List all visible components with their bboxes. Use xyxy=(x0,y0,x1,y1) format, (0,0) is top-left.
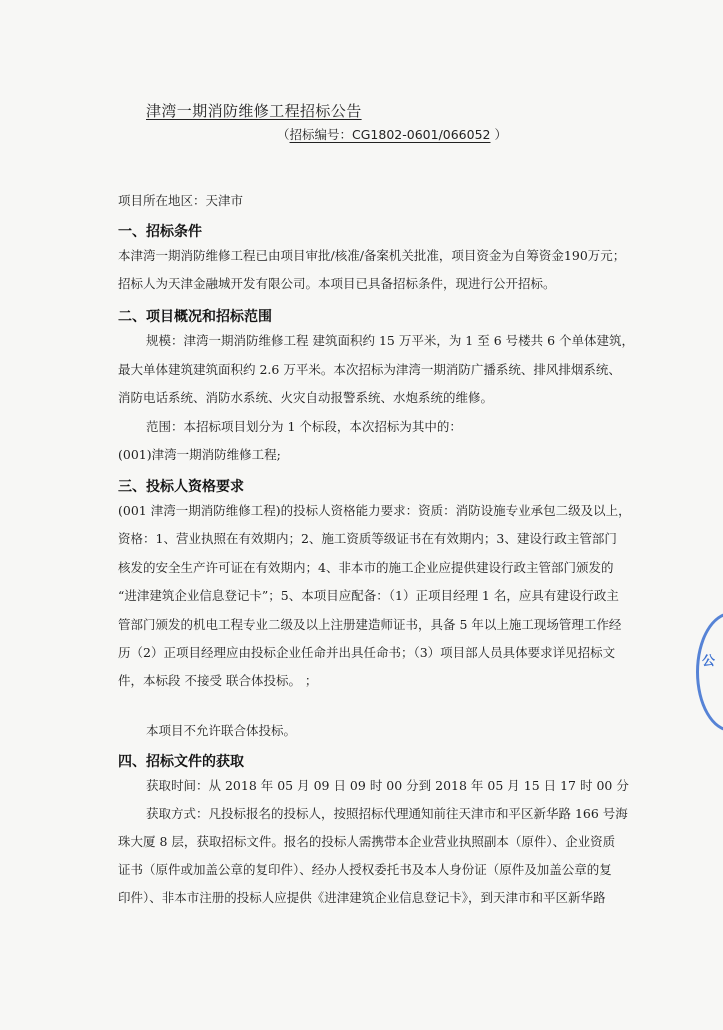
paragraph-line: 消防电话系统、消防水系统、火灾自动报警系统、水炮系统的维修。 xyxy=(118,390,494,405)
paragraph-line: 历（2）正项目经理应由投标企业任命并出具任命书；（3）项目部人员具体要求详见招标文 xyxy=(118,645,616,660)
paragraph-line: 规模：津湾一期消防维修工程 建筑面积约 15 万平米，为 1 至 6 号楼共 6 个单体建筑， xyxy=(146,333,635,348)
paragraph-line: 印件）、非本市注册的投标人应提供《进津建筑企业信息登记卡》，到天津市和平区新华路 xyxy=(118,890,606,905)
paragraph-line: 珠大厦 8 层，获取招标文件。报名的投标人需携带本企业营业执照副本（原件）、企业资质 xyxy=(118,834,616,849)
tender-number xyxy=(277,125,507,143)
paragraph-line: 核发的安全生产许可证在有效期内；4、非本市的施工企业应提供建设行政主管部门颁发的 xyxy=(118,560,614,575)
section-heading-1: 一、招标条件 xyxy=(118,224,202,240)
paragraph-line: 获取方式：凡投标报名的投标人，按照招标代理通知前往天津市和平区新华路 166 号海 xyxy=(146,806,628,821)
location-line: 项目所在地区：天津市 xyxy=(118,193,244,208)
paragraph-line: 件，本标段 不接受 联合体投标。 ； xyxy=(118,673,318,688)
paragraph-line: (001 津湾一期消防维修工程)的投标人资格能力要求：资质：消防设施专业承包二级及以上， xyxy=(118,503,631,518)
paragraph-line: 本津湾一期消防维修工程已由项目审批/核准/备案机关批准，项目资金为自筹资金190万元； xyxy=(118,248,626,263)
paragraph-line: “进津建筑企业信息登记卡”；5、本项目应配备：（1）正项目经理 1 名，应具有建设行政主 xyxy=(118,588,619,603)
paragraph-line: (001)津湾一期消防维修工程; xyxy=(118,447,281,462)
section-heading-4: 四、招标文件的获取 xyxy=(118,754,244,770)
official-seal-stamp xyxy=(696,612,723,732)
paragraph-line: 招标人为天津金融城开发有限公司。本项目已具备招标条件，现进行公开招标。 xyxy=(118,276,556,291)
document-title: 津湾一期消防维修工程招标公告 xyxy=(146,102,362,120)
tender-code: 招标编号：CG1802-0601/066052 xyxy=(289,127,491,142)
paragraph-line: 资格：1、营业执照在有效期内；2、施工资质等级证书在有效期内；3、建设行政主管部门 xyxy=(118,531,617,546)
section-heading-3: 三、投标人资格要求 xyxy=(118,479,244,495)
subtitle-open-paren: （ xyxy=(277,127,290,142)
section-heading-2: 二、项目概况和招标范围 xyxy=(118,309,272,325)
seal-stamp-text: 公 xyxy=(702,654,716,669)
paragraph-line: 最大单体建筑建筑面积约 2.6 万平米。本次招标为津湾一期消防广播系统、排风排烟系统、 xyxy=(118,362,621,377)
paragraph-line: 范围：本招标项目划分为 1 个标段，本次招标为其中的： xyxy=(146,419,462,434)
paragraph-line: 获取时间：从 2018 年 05 月 09 日 09 时 00 分到 2018 年 05 月 15 日 17 时 00 分 xyxy=(146,778,629,793)
paragraph-line: 证书（原件或加盖公章的复印件）、经办人授权委托书及本人身份证（原件及加盖公章的复 xyxy=(118,862,612,877)
subtitle-close-paren: ） xyxy=(494,127,507,142)
paragraph-line: 管部门颁发的机电工程专业二级及以上注册建造师证书，具备 5 年以上施工现场管理工作经 xyxy=(118,617,622,632)
paragraph-line: 本项目不允许联合体投标。 xyxy=(146,723,297,738)
